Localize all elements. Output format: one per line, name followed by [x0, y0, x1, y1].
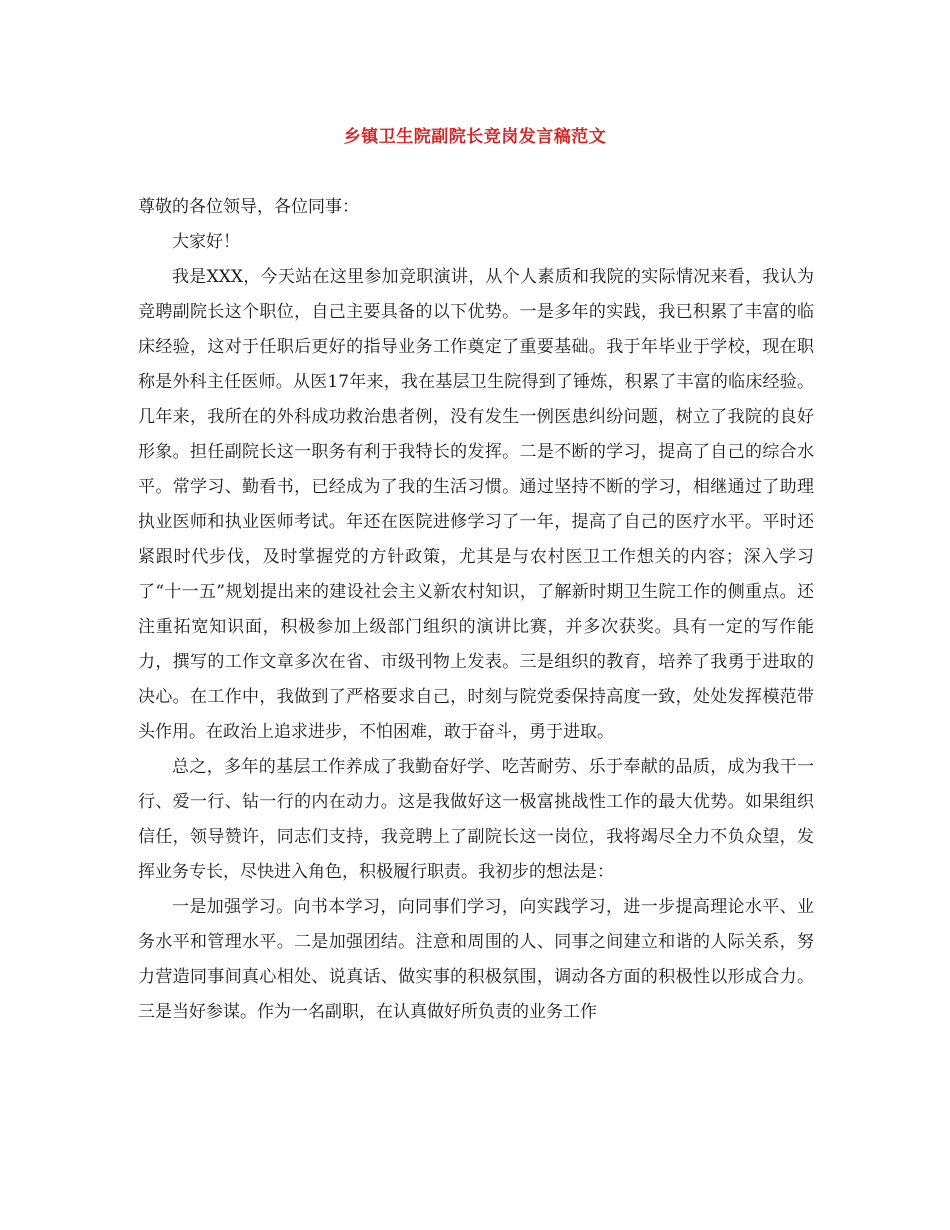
document-body: [138, 190, 814, 1030]
paragraph-advantages: 我是XXX，今天站在这里参加竞职演讲，从个人素质和我院的实际情况来看，我认为竞聘副院长这个职位，自己主要具备的以下优势。一是多年的实践，我已积累了丰富的临床经验，这对于任职后更好的指导业务工作奠定了重要基础。我于年毕业于学校，现在职称是外科主任医师。从医17年来，我在基层卫生院得到了锤炼，积累了丰富的临床经验。几年来，我所在的外科成功救治患者例，没有发生一例医患纠纷问题，树立了我院的良好形象。担任副院长这一职务有利于我特长的发挥。二是不断的学习，提高了自己的综合水平。常学习、勤看书，已经成为了我的生活习惯。通过坚持不断的学习，相继通过了助理执业医师和执业医师考试。年还在医院进修学习了一年，提高了自己的医疗水平。平时还紧跟时代步伐，及时掌握党的方针政策，尤其是与农村医卫工作想关的内容；深入学习了“十一五”规划提出来的建设社会主义新农村知识，了解新时期卫生院工作的侧重点。还注重拓宽知识面，积极参加上级部门组织的演讲比赛，并多次获奖。具有一定的写作能力，撰写的工作文章多次在省、市级刊物上发表。三是组织的教育，培养了我勇于进取的决心。在工作中，我做到了严格要求自己，时刻与院党委保持高度一致，处处发挥模范带头作用。在政治上追求进步，不怕困难，敢于奋斗，勇于进取。: [138, 267, 814, 742]
paragraph-greeting: 大家好！: [172, 232, 240, 252]
paragraph-plans: 一是加强学习。向书本学习，向同事们学习，向实践学习，进一步提高理论水平、业务水平和管理水平。二是加强团结。注意和周围的人、同事之间建立和谐的人际关系，努力营造同事间真心相处、说真话、做实事的积极氛围，调动各方面的积极性以形成合力。三是当好参谋。作为一名副职，在认真做好所负责的业务工作: [138, 897, 814, 1022]
paragraph-summary: 总之，多年的基层工作养成了我勤奋好学、吃苦耐劳、乐于奉献的品质，成为我干一行、爱一行、钻一行的内在动力。这是我做好这一极富挑战性工作的最大优势。如果组织信任，领导赞许，同志们支持，我竞聘上了副院长这一岗位，我将竭尽全力不负众望，发挥业务专长，尽快进入角色，积极履行职责。我初步的想法是：: [138, 757, 814, 882]
salutation: 尊敬的各位领导，各位同事：: [138, 197, 359, 217]
document-title: 乡镇卫生院副院长竞岗发言稿范文: [343, 127, 607, 147]
